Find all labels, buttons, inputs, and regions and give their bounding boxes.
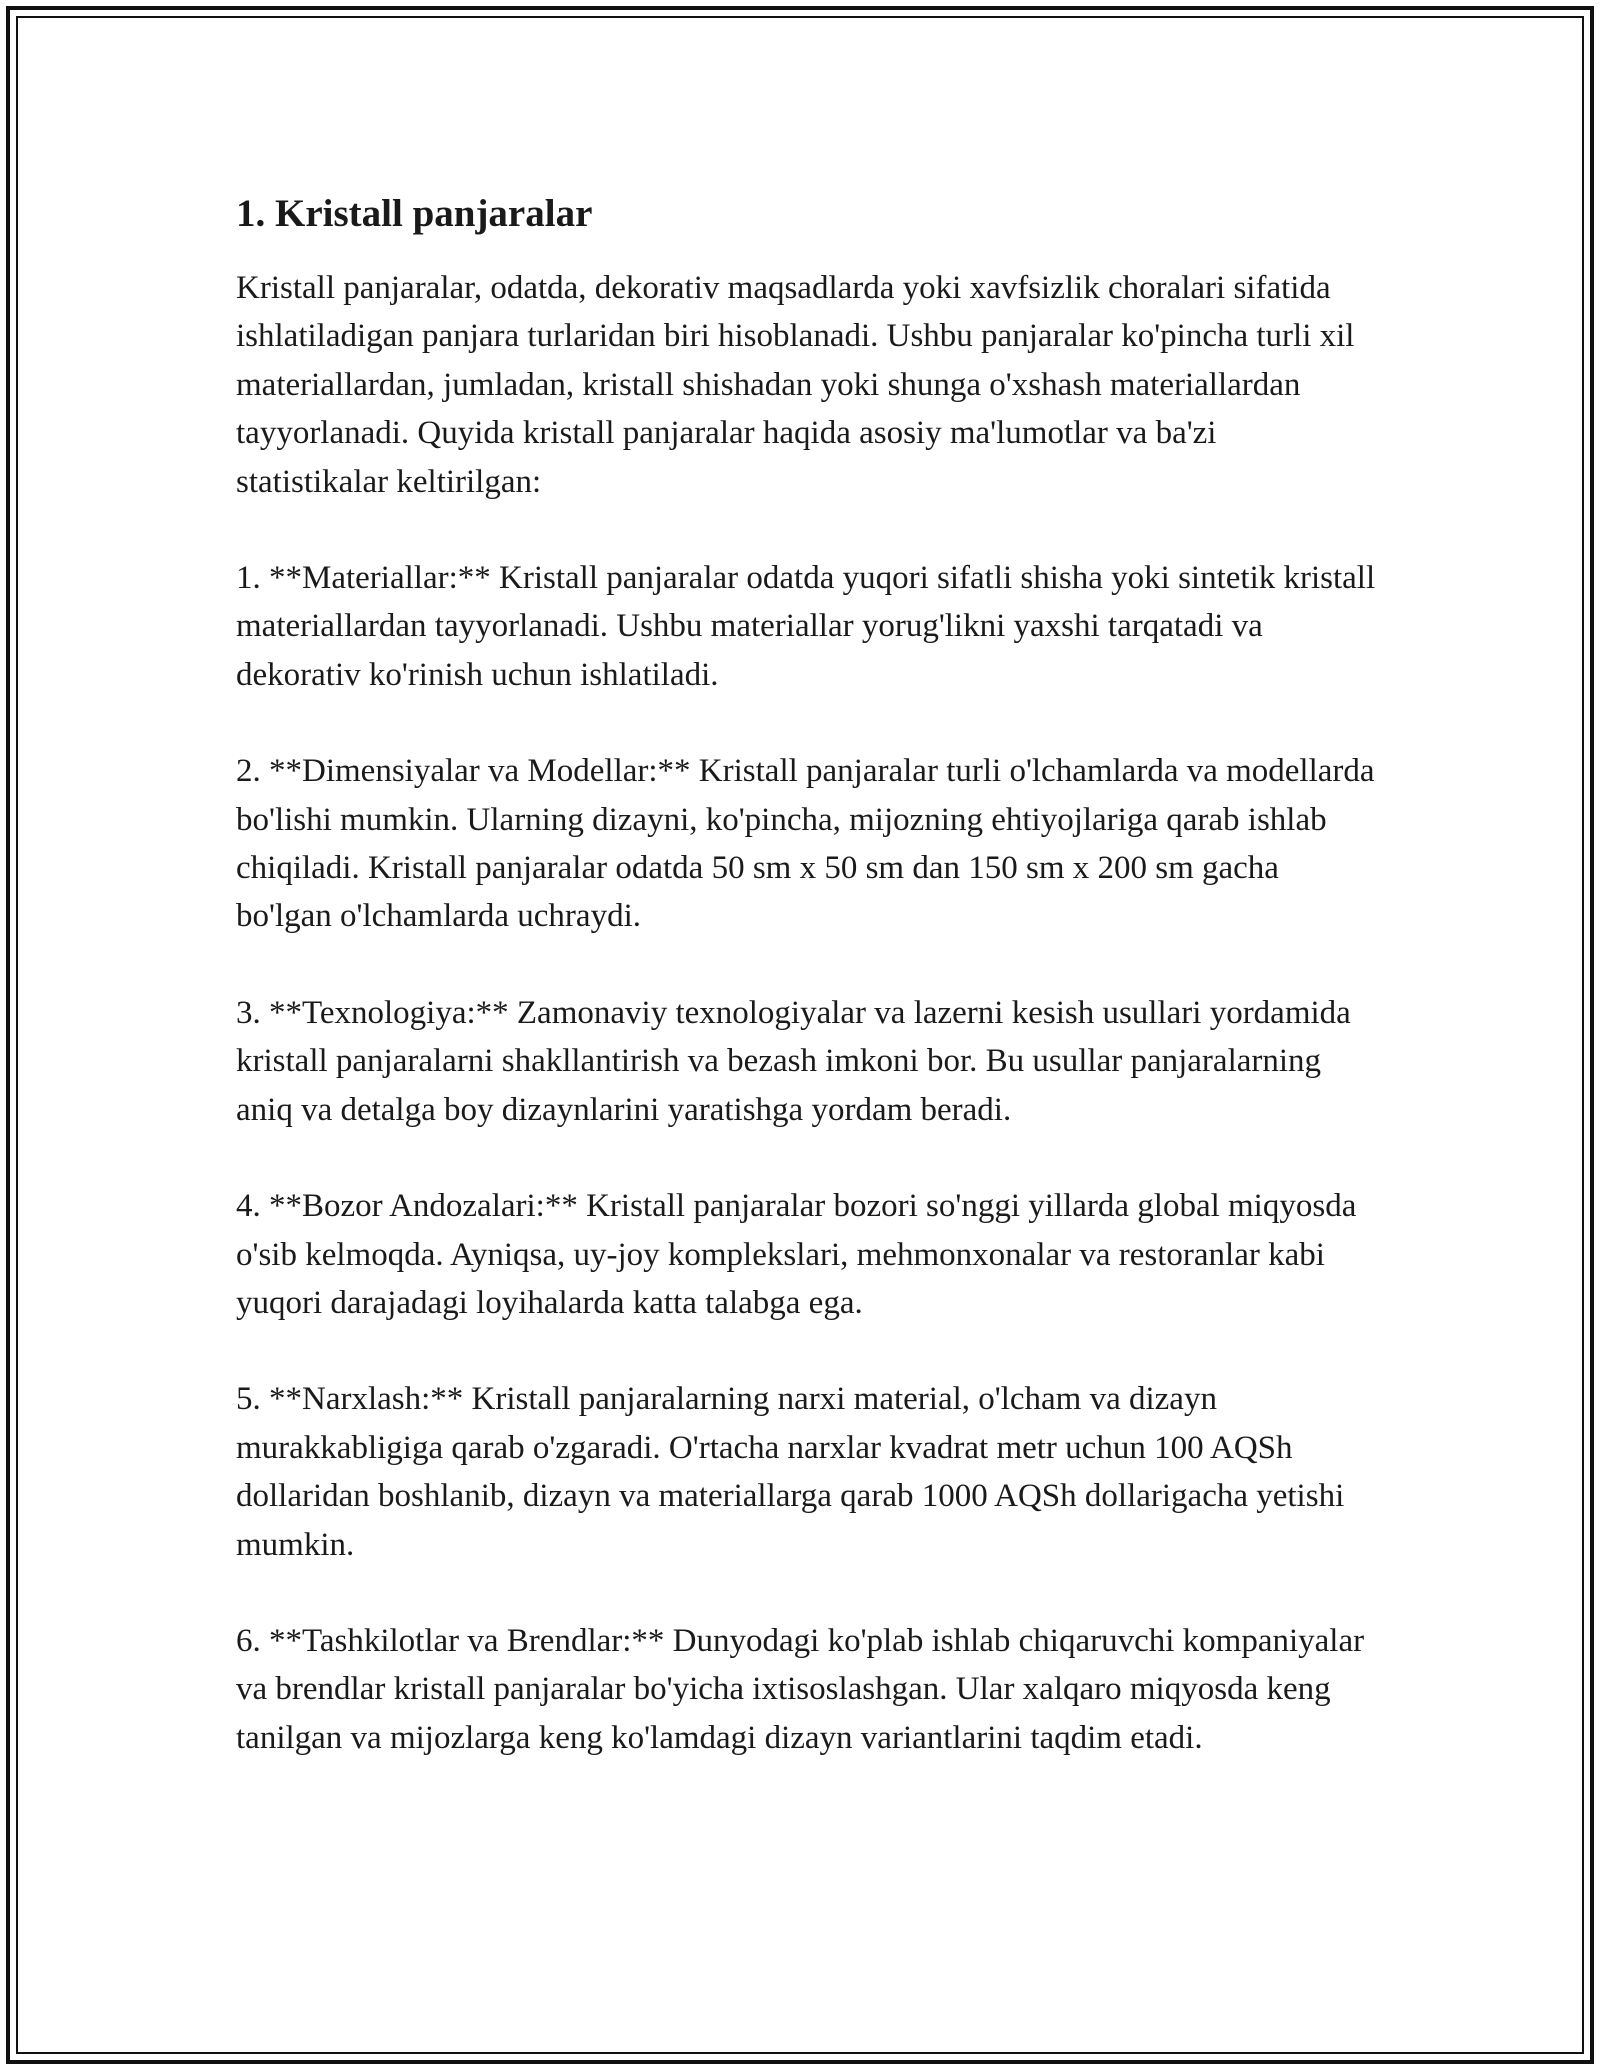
list-item-pricing: 5. **Narxlash:** Kristall panjaralarning narxi material, o'lcham va dizayn murakkabligiga qarab o'zgaradi. O'rtacha narxlar kvadrat metr uchun 100 AQSh dollaridan boshlanib, dizayn va materiallarga qarab 1000 AQSh dollarigacha yetishi mumkin. bbox=[236, 1381, 1345, 1563]
list-item-brands: 6. **Tashkilotlar va Brendlar:** Dunyodagi ko'plab ishlab chiqaruvchi kompaniyalar va brendlar kristall panjaralar bo'yicha ixtisoslashgan. Ular xalqaro miqyosda keng tanilgan va mijozlarga keng ko'lamdagi dizayn variantlarini taqdim etadi. bbox=[236, 1622, 1365, 1756]
list-item-market: 4. **Bozor Andozalari:** Kristall panjaralar bozori so'nggi yillarda global miqyosda o'sib kelmoqda. Ayniqsa, uy-joy komplekslari, mehmonxonalar va restoranlar kabi yuqori darajadagi loyihalarda katta talabga ega. bbox=[236, 1188, 1357, 1321]
list-item-materials: 1. **Materiallar:** Kristall panjaralar odatda yuqori sifatli shisha yoki sintetik kristall materiallardan tayyorlanadi. Ushbu materiallar yorug'likni yaxshi tarqatadi va dekorativ ko'rinish uchun ishlatiladi. bbox=[236, 560, 1376, 693]
list-item-dimensions: 2. **Dimensiyalar va Modellar:** Kristall panjaralar turli o'lchamlarda va modellarda bo'lishi mumkin. Ularning dizayni, ko'pincha, mijozning ehtiyojlariga qarab ishlab chiqiladi. Kristall panjaralar odatda 50 sm x 50 sm dan 150 sm x 200 sm gacha bo'lgan o'lchamlarda uchraydi. bbox=[236, 753, 1375, 935]
intro-paragraph: Kristall panjaralar, odatda, dekorativ maqsadlarda yoki xavfsizlik choralari sifatida ishlatiladigan panjara turlaridan biri hisoblanadi. Ushbu panjaralar ko'pincha turli xil materiallardan, jumladan, kristall shishadan yoki shunga o'xshash materiallardan tayyorlanadi. Quyida kristall panjaralar haqida asosiy ma'lumotlar va ba'zi statistikalar keltirilgan: bbox=[236, 270, 1355, 500]
document-body bbox=[236, 186, 1376, 1762]
document-title: 1. Kristall panjaralar bbox=[236, 192, 593, 235]
list-item-technology: 3. **Texnologiya:** Zamonaviy texnologiyalar va lazerni kesish usullari yordamida kristall panjaralarni shakllantirish va bezash imkoni bor. Bu usullar panjaralarning aniq va detalga boy dizaynlarini yaratishga yordam beradi. bbox=[236, 994, 1351, 1128]
